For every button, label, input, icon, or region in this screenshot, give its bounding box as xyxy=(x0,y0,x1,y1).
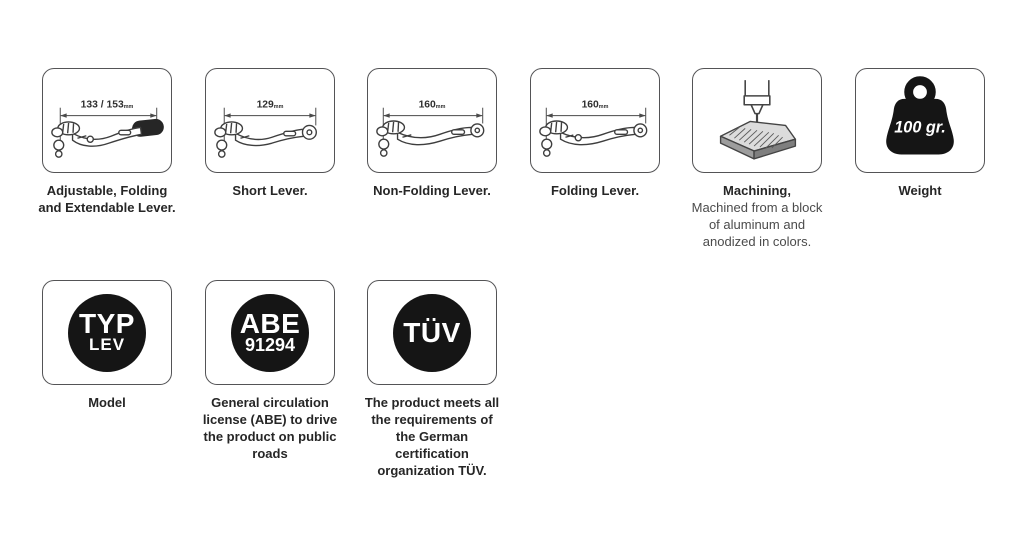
lever-drawing xyxy=(214,121,315,156)
feature-card-non-folding-lever xyxy=(367,68,497,199)
machining-icon xyxy=(694,70,821,172)
typ-lev-badge xyxy=(68,294,146,372)
aluminum-block-icon xyxy=(720,121,795,158)
feature-label-line: and Extendable Lever. xyxy=(38,200,176,215)
feature-label xyxy=(507,182,683,199)
feature-sub-line: of aluminum and xyxy=(708,217,806,232)
feature-label xyxy=(19,394,195,411)
weight-card xyxy=(855,68,985,173)
badge-text-top: ABE xyxy=(239,308,301,339)
dimension-unit: mm xyxy=(598,103,608,110)
lever-drawing xyxy=(539,121,646,156)
svg-text:160mm xyxy=(581,99,608,110)
feature-card-weight xyxy=(855,68,985,199)
feature-label-line: Machining, xyxy=(723,183,791,198)
feature-card-folding-lever xyxy=(530,68,660,199)
feature-label-line: General circulation xyxy=(211,395,329,410)
feature-label-line: Folding Lever. xyxy=(550,183,640,198)
badge-text-bottom: 91294 xyxy=(244,335,296,355)
feature-label xyxy=(832,182,1008,199)
feature-label-line: the German xyxy=(395,429,469,444)
feature-label xyxy=(182,394,358,462)
feature-label-line: certification xyxy=(395,446,469,461)
feature-card-adjustable-lever xyxy=(38,68,176,216)
svg-text:133 / 153mm xyxy=(80,99,133,110)
tuv-badge xyxy=(393,294,471,372)
lever-drawing xyxy=(376,121,483,156)
feature-sub-line: Machined from a block xyxy=(691,200,823,215)
machining-card xyxy=(692,68,822,173)
feature-label xyxy=(19,182,195,216)
feature-label-line: Weight xyxy=(898,183,942,198)
badge-text-top: TÜV xyxy=(403,317,461,348)
weight-kettlebell-icon xyxy=(886,80,954,154)
feature-label xyxy=(344,394,520,479)
lever-folding-illustration xyxy=(532,70,659,172)
dimension-unit: mm xyxy=(123,103,133,110)
feature-card-abe-license xyxy=(202,280,338,462)
badge-text-bottom: LEV xyxy=(88,335,126,354)
abe-card xyxy=(205,280,335,385)
feature-card-short-lever xyxy=(205,68,335,199)
dimension-value: 160 xyxy=(581,99,599,111)
dimension-value: 129 xyxy=(256,99,274,111)
dimension-value: 160 xyxy=(418,99,436,111)
folding-lever-card xyxy=(530,68,660,173)
short-lever-card xyxy=(205,68,335,173)
adjustable-lever-card xyxy=(42,68,172,173)
tuv-card xyxy=(367,280,497,385)
feature-label-line: Model xyxy=(88,395,126,410)
dimension-value: 133 / 153 xyxy=(80,99,124,111)
feature-label-line: organization TÜV. xyxy=(377,463,487,478)
feature-card-machining xyxy=(692,68,822,250)
weight-value: 100 gr. xyxy=(893,117,946,136)
svg-text:160mm xyxy=(418,99,445,110)
svg-text:129mm xyxy=(256,99,283,110)
feature-label-line: The product meets all xyxy=(364,395,500,410)
feature-label-line: Short Lever. xyxy=(232,183,308,198)
feature-label-line: Non-Folding Lever. xyxy=(373,183,491,198)
feature-label-line: Adjustable, Folding xyxy=(46,183,168,198)
feature-label xyxy=(669,182,845,250)
feature-label-line: the product on public xyxy=(203,429,337,444)
feature-label-line: license (ABE) to drive xyxy=(202,412,338,427)
abe-badge xyxy=(231,294,309,372)
lever-drawing xyxy=(51,118,163,156)
feature-label xyxy=(344,182,520,199)
feature-card-model xyxy=(42,280,172,411)
non-folding-lever-card xyxy=(367,68,497,173)
feature-label-line: roads xyxy=(252,446,288,461)
dimension-unit: mm xyxy=(435,103,445,110)
weight-icon xyxy=(857,70,984,172)
feature-label-line: the requirements of xyxy=(371,412,493,427)
badge-text-top: TYP xyxy=(79,308,135,339)
lever-non-folding-illustration xyxy=(369,70,496,172)
feature-label xyxy=(182,182,358,199)
lever-adjustable-illustration xyxy=(44,70,171,172)
lever-short-illustration xyxy=(207,70,334,172)
model-card xyxy=(42,280,172,385)
feature-sub-line: anodized in colors. xyxy=(702,234,812,249)
dimension-unit: mm xyxy=(273,103,283,110)
feature-card-tuv xyxy=(364,280,500,479)
cnc-drill-icon xyxy=(744,80,770,126)
